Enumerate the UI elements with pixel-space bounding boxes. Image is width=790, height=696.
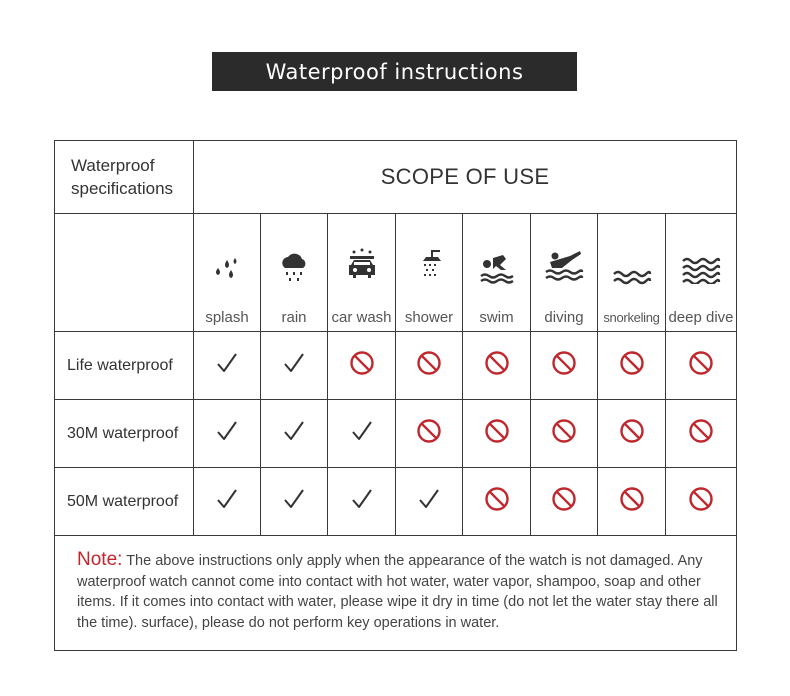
activity-header-rain — [261, 214, 328, 332]
prohibited-icon — [688, 431, 714, 448]
prohibited-icon — [416, 431, 442, 448]
check-icon — [349, 499, 375, 516]
note — [55, 536, 737, 651]
prohibited-icon — [484, 363, 510, 380]
prohibited-cell — [666, 400, 737, 468]
allowed-cell — [194, 400, 261, 468]
prohibited-cell — [396, 332, 463, 400]
prohibited-icon — [688, 499, 714, 516]
prohibited-icon — [619, 499, 645, 516]
allowed-cell — [261, 400, 328, 468]
note-label: Note: — [77, 549, 123, 570]
prohibited-cell — [328, 332, 396, 400]
activity-label: rain — [281, 308, 307, 326]
waterproof-table — [54, 140, 737, 651]
allowed-cell — [261, 332, 328, 400]
activity-label: car wash — [331, 308, 392, 326]
spec-header: Waterproof specifications — [55, 141, 194, 214]
prohibited-icon — [619, 431, 645, 448]
car-wash-icon — [328, 234, 395, 284]
prohibited-icon — [484, 499, 510, 516]
activity-label: splash — [205, 308, 249, 326]
activity-label: diving — [544, 308, 584, 326]
prohibited-cell — [531, 468, 598, 536]
note-text: The above instructions only apply when the appearance of the watch is not damaged. Any waterproof watch cannot come into contact with hot water, water vapor, shampoo, soap and other items. If it comes into contact with water, please wipe it dry in time (do not let the water stay there all the time). surface), please do not perform key operations in water. — [77, 553, 718, 631]
deep-dive-icon — [666, 234, 736, 284]
check-icon — [416, 499, 442, 516]
prohibited-cell — [531, 332, 598, 400]
allowed-cell — [194, 468, 261, 536]
prohibited-icon — [416, 363, 442, 380]
rain-icon — [261, 234, 327, 284]
activity-header-snorkeling — [598, 214, 666, 332]
activity-header-diving — [531, 214, 598, 332]
activity-header-splash — [194, 214, 261, 332]
prohibited-cell — [531, 400, 598, 468]
row-label: 50M waterproof — [55, 468, 194, 536]
activity-header-deep-dive — [666, 214, 737, 332]
allowed-cell — [194, 332, 261, 400]
row-label: Life waterproof — [55, 332, 194, 400]
allowed-cell — [328, 468, 396, 536]
scope-header: SCOPE OF USE — [194, 141, 737, 214]
swim-icon — [463, 234, 530, 284]
prohibited-icon — [349, 363, 375, 380]
prohibited-cell — [396, 400, 463, 468]
activity-label: shower — [404, 308, 454, 326]
prohibited-cell — [598, 468, 666, 536]
prohibited-cell — [463, 400, 531, 468]
diving-icon — [531, 234, 597, 284]
activity-label: snorkeling — [603, 309, 660, 325]
prohibited-cell — [666, 332, 737, 400]
check-icon — [214, 499, 240, 516]
prohibited-icon — [551, 499, 577, 516]
check-icon — [281, 431, 307, 448]
activity-label: deep dive — [668, 308, 734, 326]
check-icon — [281, 363, 307, 380]
check-icon — [214, 431, 240, 448]
shower-icon — [396, 234, 462, 284]
allowed-cell — [261, 468, 328, 536]
prohibited-icon — [551, 363, 577, 380]
prohibited-cell — [598, 400, 666, 468]
prohibited-cell — [666, 468, 737, 536]
prohibited-icon — [551, 431, 577, 448]
snorkeling-icon — [598, 235, 665, 285]
activity-header-swim — [463, 214, 531, 332]
activity-header-car-wash — [328, 214, 396, 332]
activity-header-shower — [396, 214, 463, 332]
empty-header-cell — [55, 214, 194, 332]
check-icon — [349, 431, 375, 448]
activity-label: swim — [479, 308, 514, 326]
splash-icon — [194, 234, 260, 284]
check-icon — [281, 499, 307, 516]
prohibited-cell — [463, 332, 531, 400]
page-title: Waterproof instructions — [212, 52, 577, 91]
prohibited-cell — [598, 332, 666, 400]
prohibited-icon — [688, 363, 714, 380]
allowed-cell — [396, 468, 463, 536]
prohibited-icon — [484, 431, 510, 448]
prohibited-cell — [463, 468, 531, 536]
row-label: 30M waterproof — [55, 400, 194, 468]
check-icon — [214, 363, 240, 380]
allowed-cell — [328, 400, 396, 468]
prohibited-icon — [619, 363, 645, 380]
